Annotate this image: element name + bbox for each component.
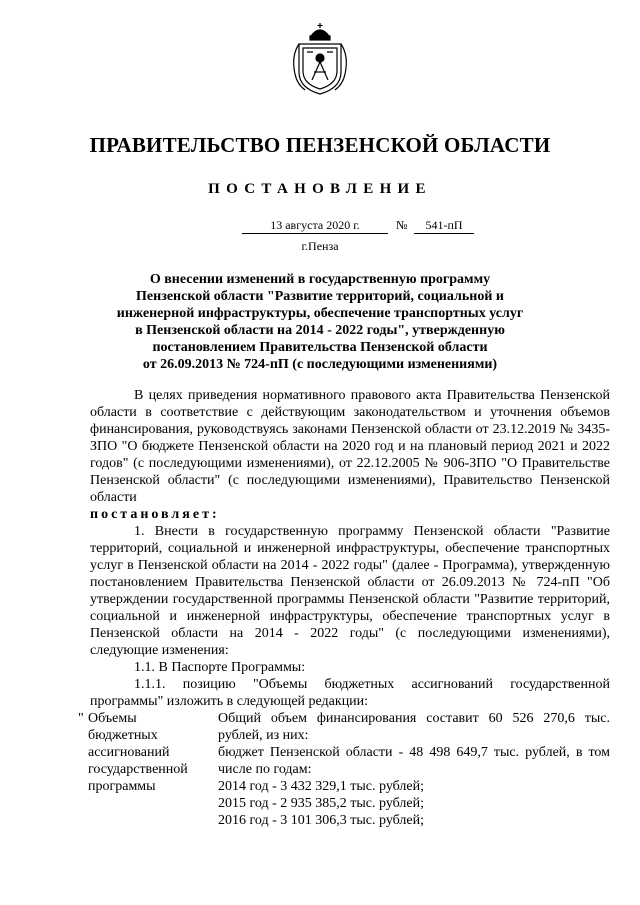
document-type: ПОСТАНОВЛЕНИЕ (208, 181, 432, 197)
label-line: Объемы (88, 711, 137, 726)
number-sign: № (396, 218, 408, 232)
item-1-1-paragraph: 1.1. В Паспорте Программы: (134, 660, 306, 675)
item-1-paragraph: 1. Внести в государственную программу Пензенской области "Развитие территорий, социальной и инженерной инфраструктуры, обеспечение транспортных услуг в Пензенской области на 2014 - 2022 годы" (далее - Программа), утвержденную постановлением Правительства Пензенской области от 26.09.2013 № 724-пП "Об утверждении государственной программы Пензенской области "Развитие территорий, социальной и инженерной инфраструктуры, обеспечение транспортных услуг в Пензенской области на 2014 - 2022 годы" (с последующими изменениями), следующие изменения: (90, 524, 610, 658)
value-line: 2016 год - 3 101 306,3 тыс. рублей; (218, 813, 425, 828)
item-1-1-1-paragraph: 1.1.1. позицию "Объемы бюджетных ассигнований государственной программы" изложить в следующей редакции: (90, 677, 610, 709)
label-line: государственной (88, 762, 188, 777)
preamble-paragraph: В целях приведения нормативного правового акта Правительства Пензенской области в соответствие с действующим законодательством и уточнения объемов финансирования, руководствуясь законами Пензенской области от 23.12.2019 № 3435-ЗПО "О бюджете Пензенской области на 2020 год и на плановый период 2021 и 2022 годов" (с последующими изменениями), от 22.12.2005 № 906-ЗПО "О Правительстве Пензенской области" (с последующими изменениями), Правительство Пензенской области (90, 388, 610, 505)
label-line: бюджетных (88, 728, 158, 743)
coat-of-arms-emblem (289, 22, 351, 96)
title-line: О внесении изменений в государственную программу (149, 272, 491, 287)
value-line: бюджет Пензенской области - 48 498 649,7 тыс. рублей, в том числе по годам: (218, 745, 610, 777)
date-number-row (236, 218, 486, 236)
title-line: инженерной инфраструктуры, обеспечение транспортных услуг (116, 306, 524, 322)
decree-word: постановляет: (90, 507, 220, 522)
organization-name: ПРАВИТЕЛЬСТВО ПЕНЗЕНСКОЙ ОБЛАСТИ (89, 133, 551, 157)
value-line: Общий объем финансирования составит 60 526 270,6 тыс. рублей, из них: (218, 711, 610, 743)
title-line: в Пензенской области на 2014 - 2022 годы", утвержденную (135, 323, 505, 339)
open-quote: " (78, 711, 84, 726)
funding-table-value-cell (218, 710, 610, 829)
document-date: 13 августа 2020 г. (242, 218, 388, 234)
document-title (90, 271, 550, 374)
label-line: программы (88, 779, 156, 794)
title-line: постановлением Правительства Пензенской области (152, 340, 488, 356)
value-line: 2014 год - 3 432 329,1 тыс. рублей; (218, 779, 425, 794)
document-body (90, 387, 610, 710)
label-line: ассигнований (88, 745, 170, 760)
title-line: Пензенской области "Развитие территорий, социальной и (136, 289, 504, 305)
document-city: г.Пенза (301, 239, 339, 253)
funding-table-label-cell (78, 710, 208, 795)
label-lines (88, 710, 206, 795)
title-line: от 26.09.2013 № 724-пП (с последующими изменениями) (142, 357, 498, 373)
document-number: 541-пП (414, 218, 474, 234)
value-line: 2015 год - 2 935 385,2 тыс. рублей; (218, 796, 425, 811)
